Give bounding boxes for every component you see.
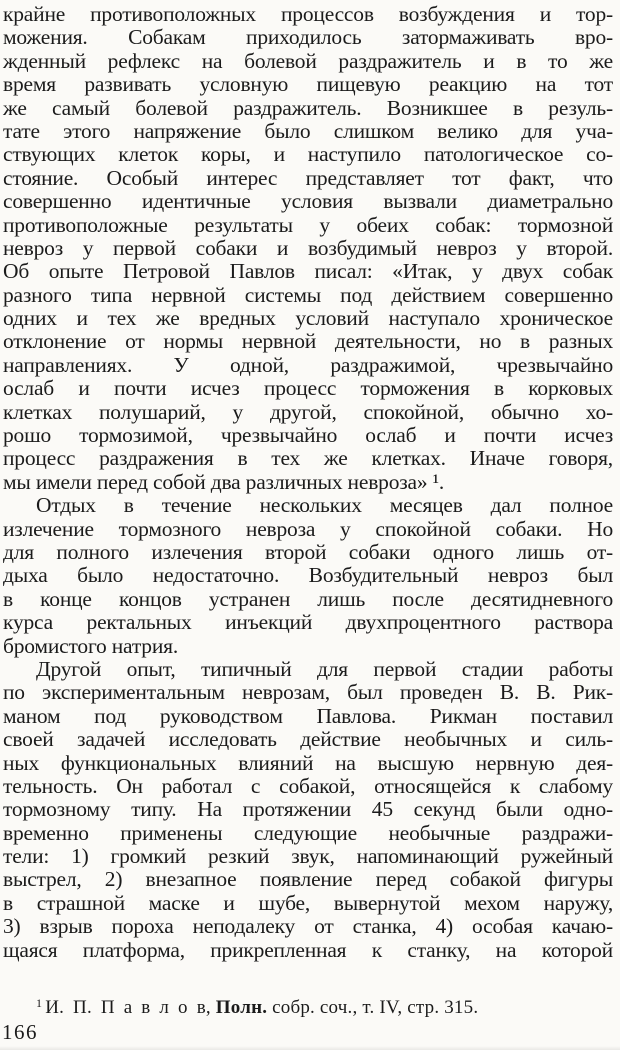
text-line: процесс раздражения в тех же клетках. Иначе говоря, [3, 446, 613, 471]
text-line: одних и тех же вредных условий наступало хроническое [3, 306, 613, 331]
text-line: же самый болевой раздражитель. Возникшее в резуль- [3, 95, 613, 120]
text-line: разного типа нервной системы под действием совершенно [3, 282, 613, 307]
text-line: тормозному типу. На протяжении 45 секунд были одно- [3, 797, 613, 822]
text-line: излечение тормозного невроза у спокойной собаки. Но [3, 516, 613, 541]
text-line: в конце концов устранен лишь после десятидневного [3, 586, 613, 611]
text-line: рошо тормозимой, чрезвычайно ослаб и почти исчез [3, 423, 613, 448]
text-line: выстрел, 2) внезапное появление перед собакой фигуры [3, 867, 613, 892]
footnote-work-title: Полн. [215, 997, 268, 1018]
text-line: Отдых в течение нескольких месяцев дал полное [36, 493, 613, 518]
text-line: тели: 1) громкий резкий звук, напоминающий ружейный [3, 844, 613, 869]
text-line: время развивать условную пищевую реакцию на тот [3, 72, 613, 97]
text-line: направлениях. У одной, раздражимой, чрезвычайно [3, 352, 613, 377]
footnote-author: И. П. П а в л о в, [45, 997, 211, 1018]
text-line: 3) взрыв пороха неподалеку от станка, 4) особая качаю- [3, 914, 613, 939]
text-line: совершенно идентичные условия вызвали диаметрально [3, 189, 613, 214]
text-line: своей задачей исследовать действие необычных и силь- [3, 727, 613, 752]
text-line: ных функциональных влияний на высшую нервную дея- [3, 750, 613, 775]
text-line: дыха было недостаточно. Возбудительный невроз был [3, 563, 613, 588]
text-line: тате этого напряжение было слишком велико для уча- [3, 118, 613, 143]
text-line: тельность. Он работал с собакой, относящейся к слабому [3, 773, 613, 798]
text-line: бромистого натрия. [3, 633, 179, 658]
text-line: отклонение от нормы нервной деятельности, но в разных [3, 329, 613, 354]
text-line: жденный рефлекс на болевой раздражитель и в то же [3, 48, 613, 73]
text-line: маном под руководством Павлова. Рикман поставил [3, 703, 613, 728]
text-line: Другой опыт, типичный для первой стадии работы [36, 656, 613, 681]
text-line: крайне противоположных процессов возбуждения и тор- [3, 2, 613, 26]
page-body [3, 3, 613, 962]
text-line: временно применены следующие необычные раздражи- [3, 820, 613, 845]
text-line: Об опыте Петровой Павлов писал: «Итак, у двух собак [3, 259, 613, 284]
footnote-source: собр. соч., т. IV, стр. 315. [272, 997, 479, 1018]
footnote [3, 991, 613, 1020]
page-bottom-edge [0, 1046, 620, 1050]
text-line: противоположные результаты у обеих собак: тормозной [3, 212, 613, 237]
text-line: щаяся платформа, прикрепленная к станку, на которой [3, 937, 613, 962]
text-line: ствующих клеток коры, и наступило патологическое со- [3, 142, 613, 167]
footnote-marker: 1 [36, 996, 43, 1010]
text-line: для полного излечения второй собаки одного лишь от- [3, 539, 613, 564]
text-line: клетках полушарий, у другой, спокойной, обычно хо- [3, 399, 613, 424]
text-line: можения. Собакам приходилось затормаживать вро- [3, 25, 613, 50]
text-line: стояние. Особый интерес представляет тот факт, что [3, 165, 613, 190]
text-line: курса ректальных инъекций двухпроцентного раствора [3, 610, 613, 635]
text-line: в страшной маске и шубе, вывернутой мехом наружу, [3, 890, 613, 915]
text-line: мы имели перед собой два различных невроза» ¹. [3, 469, 445, 494]
text-line: ослаб и почти исчез процесс торможения в корковых [3, 376, 613, 401]
text-line: по экспериментальным неврозам, был проведен В. В. Рик- [3, 680, 613, 705]
text-line: невроз у первой собаки и возбудимый невроз у второй. [3, 235, 613, 260]
page-number: 166 [2, 1020, 38, 1044]
